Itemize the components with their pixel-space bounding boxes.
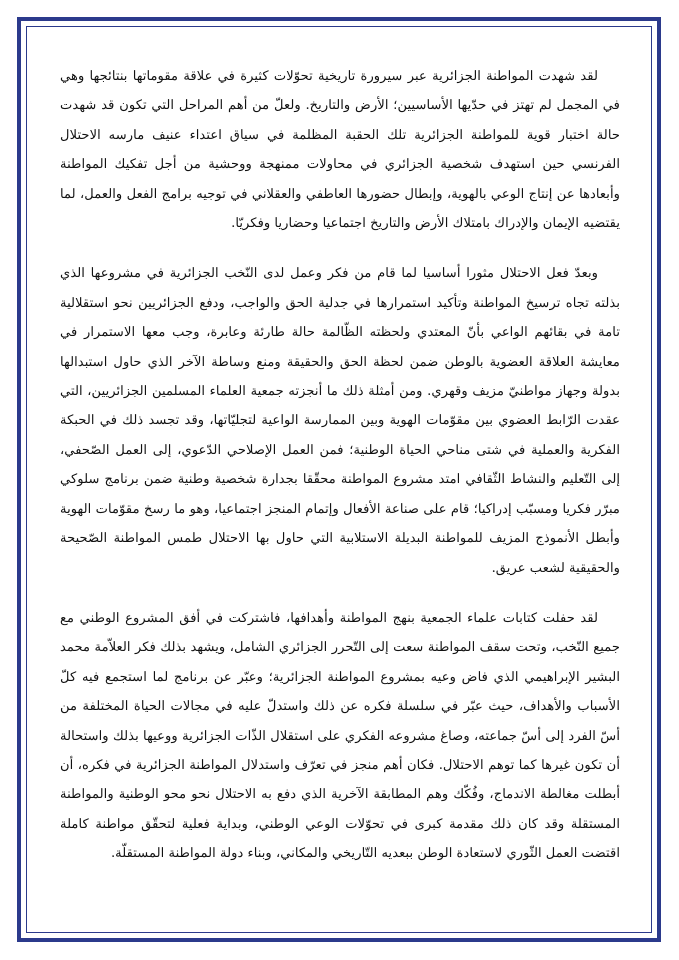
document-body bbox=[60, 62, 620, 890]
paragraph-3: لقد حفلت كتابات علماء الجمعية بنهج المواطنة وأهدافها، فاشتركت في أفق المشروع الوطني مع جميع النّخب، وتحت سقف المواطنة سعت إلى التّحرر الجزائري الشامل، ويشهد بذلك فكر العلاّمة محمد البشير الإبراهيمي الذي فاض وعيه بمشروع المواطنة الجزائرية؛ وعبّر عن برنامج لما استجمع فيه كلّ الأسباب والأهداف، حيث عبّر في سلسلة فكره عن ذلك واستدلّ عليه في مجالات الحياة المختلفة من أسّ الفرد إلى أسّ جماعته، وصاغ مشروعه الفكري على استقلال الذّات الجزائرية ووعيها بذلك واستحالة أن تكون غيرها كما توهم الاحتلال. فكان أهم منجز في تعرّف واستدلال المواطنة الجزائرية في فكره، أن أبطلت مغالطة الاندماج، وفُكّك وهم المطابقة الآخرية الذي دفع به الاحتلال نحو محو الوطنية والمواطنة المستقلة وقد كان ذلك مقدمة كبرى في تحوّلات الوعي الوطني، وبداية فعلية لتحقّق مواطنة كاملة اقتضت العمل الثّوري لاستعادة الوطن ببعديه التّاريخي والمكاني، وبناء دولة المواطنة المستقلّة. bbox=[60, 610, 620, 862]
paragraph-1: لقد شهدت المواطنة الجزائرية عبر سيرورة تاريخية تحوّلات كثيرة في علاقة مقوماتها بنتائجها وهي في المجمل لم تهتز في حدّيها الأساسيين؛ الأرض والتاريخ. ولعلّ من أهم المراحل التي تكون قد شهدت حالة اختبار قوية للمواطنة الجزائرية تلك الحقبة المظلمة في سياق اعتداء عنيف مارسه الاحتلال الفرنسي حين استهدف شخصية الجزائري في محاولات ممنهجة ووحشية من أجل تفكيك المواطنة وأبعادها عن إنتاج الوعي بالهوية، وإبطال حضورها العاطفي والعقلاني في توجيه برامج الفعل والعمل، لما يقتضيه الإيمان والإدراك بامتلاك الأرض والتاريخ اجتماعيا وحضاريا وفكريّا. bbox=[60, 69, 620, 232]
paragraph-2: وبعدّ فعل الاحتلال مثورا أساسيا لما قام من فكر وعمل لدى النّخب الجزائرية في مشروعها الذي بذلته تجاه ترسيخ المواطنة وتأكيد استمرارها في جدلية الحق والواجب، ودفع الجزائريين نحو استقلالية تامة في بقائهم الواعي بأنّ المعتدي ولحظته الظّالمة حالة طارئة وعابرة، وجب معها الاستمرار في معايشة العلاقة العضوية بالوطن ضمن لحظة الحق والحقيقة ومنع وساطة الآخر الذي حاول استبدالها بدولة وجهاز مواطنيّ مزيف وقهري. ومن أمثلة ذلك ما أنجزته جمعية العلماء المسلمين الجزائريين، التي عقدت الرّابط العضوي بين مقوّمات الهوية وبين الممارسة الواعية لتجليّاتها، وقد تجسد ذلك في الحبكة الفكرية والعملية في شتى مناحي الحياة الوطنية؛ فمن العمل الإصلاحي الدّعوي، إلى العمل الصّحفي، إلى التّعليم والنشاط الثّقافي امتد مشروع المواطنة محقّقا بجدارة شخصية وطنية ضمن برنامج سلوكي مبرّر فكريا ومسبّب إدراكيا؛ قام على صناعة الأفعال وإتمام المنجز اجتماعيا، وهو ما رسخ مقوّمات الهوية وأبطل الأنموذج المزيف للمواطنة البديلة الاستلابية التي حاول بها الاحتلال طمس المواطنة الصّحيحة والحقيقية لشعب عريق. bbox=[60, 266, 620, 576]
